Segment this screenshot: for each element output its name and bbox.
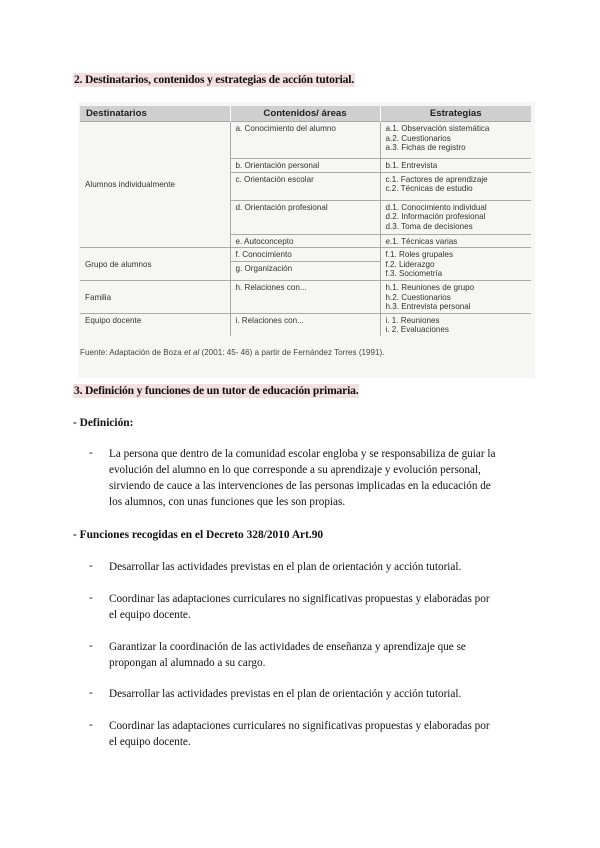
strategy-item: h.1. Reuniones de grupo <box>385 282 475 292</box>
strategy-item: e.1. Técnicas varias <box>385 236 458 246</box>
strategy-item: h.3. Entrevista personal <box>385 302 471 312</box>
funcion-item <box>109 639 525 671</box>
cell-estrategias <box>380 159 531 173</box>
header-contenidos: Contenidos/ áreas <box>230 106 380 122</box>
cell-estrategias <box>380 248 531 281</box>
cell-contenido: i. Relaciones con... <box>230 313 380 336</box>
strategy-item: d.2. Información profesional <box>385 212 486 222</box>
strategy-item: d.3. Toma de decisiones <box>385 221 473 231</box>
cell-destinatario: Grupo de alumnos <box>80 248 230 281</box>
bullet-dash: - <box>89 687 93 699</box>
cell-estrategias <box>380 172 531 200</box>
cell-estrategias <box>380 280 531 313</box>
paragraph-line: Coordinar las adaptaciones curriculares no significativas propuestas y elaboradas por <box>109 720 490 732</box>
paragraph-line: La persona que dentro de la comunidad escolar engloba y se responsabiliza de guiar la <box>109 448 496 460</box>
bullet-dash: - <box>89 592 93 604</box>
cell-contenido: b. Orientación personal <box>230 159 380 173</box>
table-row <box>80 313 531 336</box>
strategy-item: a.1. Observación sistemática <box>385 124 490 133</box>
paragraph-line: sirviendo de cauce a las intervenciones de las personas implicadas en la educación de <box>109 480 491 492</box>
strategy-item: c.1. Factores de aprendizaje <box>385 174 488 184</box>
strategy-item: a.3. Fichas de registro <box>385 143 466 153</box>
header-destinatarios: Destinatarios <box>80 106 230 122</box>
strategies-table <box>80 106 531 336</box>
paragraph-line: evolución del alumno en lo que corresponde a su aprendizaje y evolución personal, <box>109 464 481 476</box>
funcion-item <box>109 686 525 702</box>
strategy-item: f.3. Sociometría <box>385 269 443 279</box>
bullet-dash: - <box>89 560 93 572</box>
definicion-paragraph <box>109 446 525 510</box>
cell-contenido: a. Conocimiento del alumno <box>230 122 380 159</box>
definicion-label: - Definición: <box>73 417 134 429</box>
bullet-dash: - <box>89 719 93 731</box>
table-source-note <box>80 348 384 357</box>
funcion-item <box>109 591 525 623</box>
cell-estrategias <box>380 122 531 159</box>
strategy-item: a.2. Cuestionarios <box>385 133 451 143</box>
bullet-dash: - <box>89 640 93 652</box>
table-row <box>80 248 531 281</box>
cell-contenido: d. Orientación profesional <box>230 200 380 234</box>
paragraph-line: el equipo docente. <box>109 736 191 748</box>
strategy-item: d.1. Conocimiento individual <box>385 202 487 212</box>
funciones-label: - Funciones recogidas en el Decreto 328/2010 Art.90 <box>73 529 324 541</box>
paragraph-line: propongan al alumnado a su cargo. <box>109 657 266 669</box>
funcion-item <box>109 559 525 575</box>
cell-contenido: c. Orientación escolar <box>230 172 380 200</box>
strategy-item: c.2. Técnicas de estudio <box>385 184 473 194</box>
table-row <box>80 280 531 313</box>
contenido-item: g. Organización <box>235 263 293 273</box>
source-prefix: Fuente: Adaptación de Boza <box>80 348 184 357</box>
table-image <box>78 102 535 378</box>
strategy-item: h.2. Cuestionarios <box>385 292 451 302</box>
strategy-item: i. 2. Evaluaciones <box>385 325 449 335</box>
table-row <box>80 122 531 159</box>
strategy-item: i. 1. Reuniones <box>385 315 440 325</box>
cell-estrategias <box>380 234 531 248</box>
section-3-heading: 3. Definición y funciones de un tutor de educación primaria. <box>74 384 359 397</box>
header-estrategias: Estrategias <box>380 106 531 122</box>
section-2-heading: 2. Destinatarios, contenidos y estrategias de acción tutorial. <box>74 73 354 86</box>
cell-contenido: e. Autoconcepto <box>230 234 380 248</box>
funcion-item <box>109 718 525 750</box>
source-suffix: (2001: 45- 46) a partir de Fernández Torres (1991). <box>199 348 385 357</box>
cell-estrategias <box>380 200 531 234</box>
bullet-dash: - <box>89 447 93 459</box>
table-header-row <box>80 106 531 122</box>
paragraph-line: Desarrollar las actividades previstas en el plan de orientación y acción tutorial. <box>109 688 462 700</box>
cell-contenido: h. Relaciones con... <box>230 280 380 313</box>
cell-destinatario: Alumnos individualmente <box>80 122 230 248</box>
paragraph-line: Garantizar la coordinación de las actividades de enseñanza y aprendizaje que se <box>109 641 466 653</box>
cell-destinatario: Familia <box>80 280 230 313</box>
cell-destinatario: Equipo docente <box>80 313 230 336</box>
paragraph-line: Coordinar las adaptaciones curriculares no significativas propuestas y elaboradas por <box>109 593 490 605</box>
strategy-item: b.1. Entrevista <box>385 161 438 170</box>
paragraph-line: el equipo docente. <box>109 609 191 621</box>
cell-contenido <box>230 248 380 281</box>
cell-estrategias <box>380 313 531 336</box>
contenido-item: f. Conocimiento <box>231 248 380 262</box>
paragraph-line: los alumnos, con unas funciones que les son propias. <box>109 496 346 508</box>
strategy-item: f.2. Liderazgo <box>385 259 435 269</box>
source-italic: et al <box>183 348 200 357</box>
strategy-item: f.1. Roles grupales <box>385 250 453 260</box>
paragraph-line: Desarrollar las actividades previstas en el plan de orientación y acción tutorial. <box>109 561 462 573</box>
